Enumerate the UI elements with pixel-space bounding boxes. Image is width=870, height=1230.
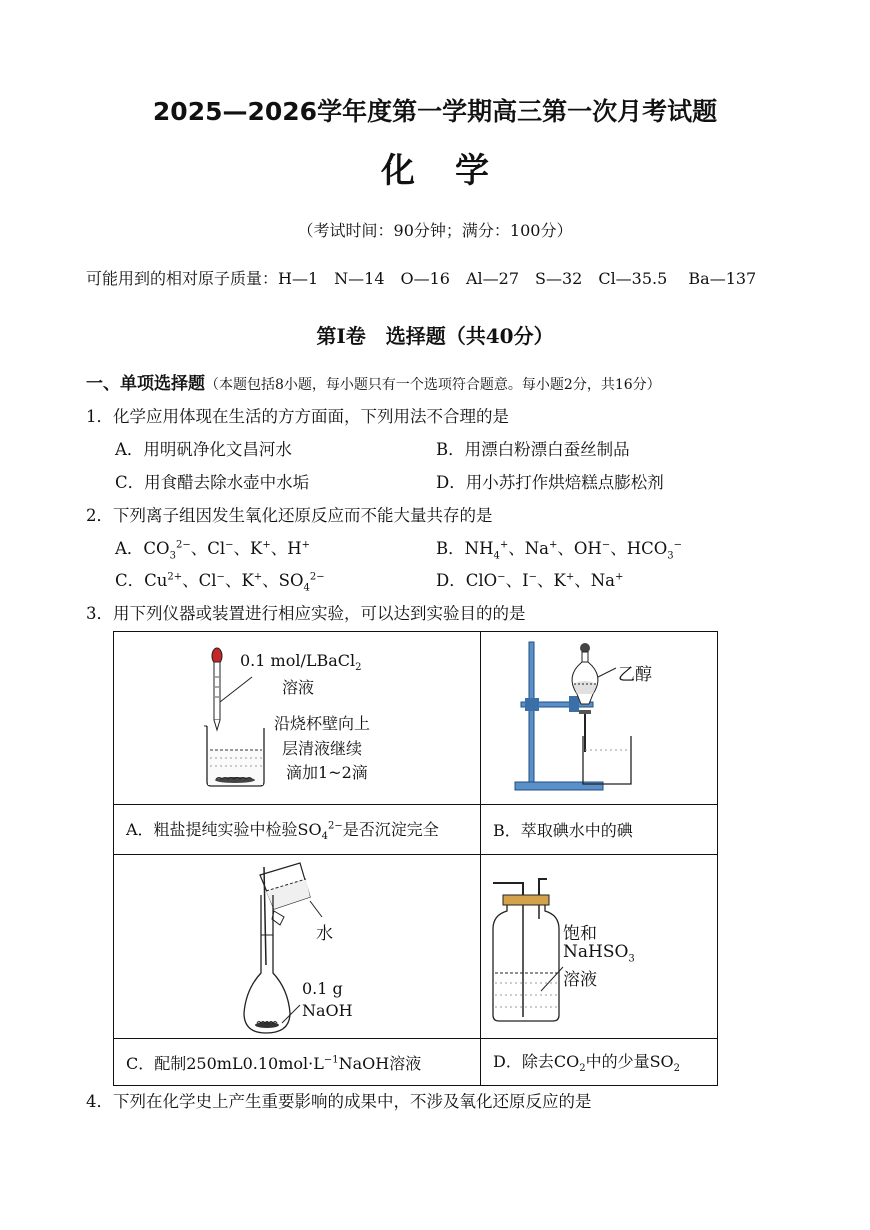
q1-stem: 1．化学应用体现在生活的方方面面，下列用法不合理的是 bbox=[86, 407, 509, 426]
separatory-funnel-diagram bbox=[481, 632, 717, 804]
q3-caption-a: A．粗盐提纯实验中检验$SO_4^{2-}$是否沉淀完全 bbox=[114, 805, 481, 855]
q3-figure-table bbox=[113, 631, 718, 1086]
figC-water: 水 bbox=[316, 924, 333, 944]
figA-reagent-solution: 溶液 bbox=[282, 678, 315, 697]
q2-option-d: D．ClO−、I−、K+、Na+ bbox=[436, 571, 624, 590]
q3-figure-a bbox=[114, 632, 481, 805]
part-note: （本题包括8小题，每小题只有一个选项符合题意。每小题2分，共16分） bbox=[205, 377, 661, 393]
figB-label: 乙醇 bbox=[618, 665, 652, 685]
q3-caption-c: C．配制$250mL0.10mol\cdot L^{-1}NaOH$溶液 bbox=[114, 1039, 481, 1086]
q1-option-d: D．用小苏打作烘焙糕点膨松剂 bbox=[436, 473, 664, 492]
q1-option-c: C．用食醋去除水壶中水垢 bbox=[115, 473, 310, 492]
figD-line2: NaHSO$_3$ bbox=[563, 942, 635, 965]
q2-option-b: B．$NH_4^+$、Na+、OH−、$HCO_3^-$ bbox=[436, 539, 683, 562]
figC-mass: 0.1 g bbox=[302, 979, 343, 998]
figD-line3: 溶液 bbox=[563, 970, 597, 990]
q3-stem: 3．用下列仪器或装置进行相应实验，可以达到实验目的的是 bbox=[86, 604, 526, 623]
figA-note-3: 滴加1~2滴 bbox=[286, 763, 368, 782]
exam-title: 2025—2026学年度第一学期高三第一次月考试题 bbox=[152, 97, 718, 126]
part-heading-line bbox=[86, 369, 661, 394]
q2-stem: 2．下列离子组因发生氧化还原反应而不能大量共存的是 bbox=[86, 506, 493, 525]
part-heading: 一、单项选择题 bbox=[86, 374, 205, 394]
figA-reagent: 0.1 mol/LBaCl$_2$ bbox=[240, 651, 362, 674]
figA-note-2: 层清液继续 bbox=[282, 739, 363, 758]
exam-info: （考试时间：90分钟；满分：100分） bbox=[297, 221, 573, 240]
q3-figure-c bbox=[114, 855, 481, 1039]
figC-compound: NaOH bbox=[302, 1001, 353, 1020]
q3-figure-b bbox=[481, 632, 718, 805]
q3-caption-b: B．萃取碘水中的碘 bbox=[481, 805, 718, 855]
volumetric-flask-diagram bbox=[114, 855, 480, 1038]
subject-title: 化学 bbox=[381, 151, 529, 191]
q2-option-c: C．$Cu^{2+}$、Cl−、K+、$SO_4^{2-}$ bbox=[115, 571, 325, 594]
q3-caption-d: D．除去$CO_2$中的少量$SO_2$ bbox=[481, 1039, 718, 1086]
q3-figure-d bbox=[481, 855, 718, 1039]
figA-note-1: 沿烧杯壁向上 bbox=[274, 714, 371, 733]
section-title: 第Ⅰ卷 选择题（共40分） bbox=[316, 324, 554, 348]
figD-line1: 饱和 bbox=[563, 924, 597, 944]
q2-option-a: A．$CO_3^{2-}$、Cl−、K+、H+ bbox=[115, 539, 310, 562]
q1-option-a: A．用明矾净化文昌河水 bbox=[115, 440, 292, 459]
q4-stem: 4．下列在化学史上产生重要影响的成果中，不涉及氧化还原反应的是 bbox=[86, 1092, 592, 1111]
atomic-mass-line: 可能用到的相对原子质量：H—1 N—14 O—16 Al—27 S—32 Cl—35.5 Ba—137 bbox=[86, 269, 757, 288]
q1-option-b: B．用漂白粉漂白蚕丝制品 bbox=[436, 440, 630, 459]
